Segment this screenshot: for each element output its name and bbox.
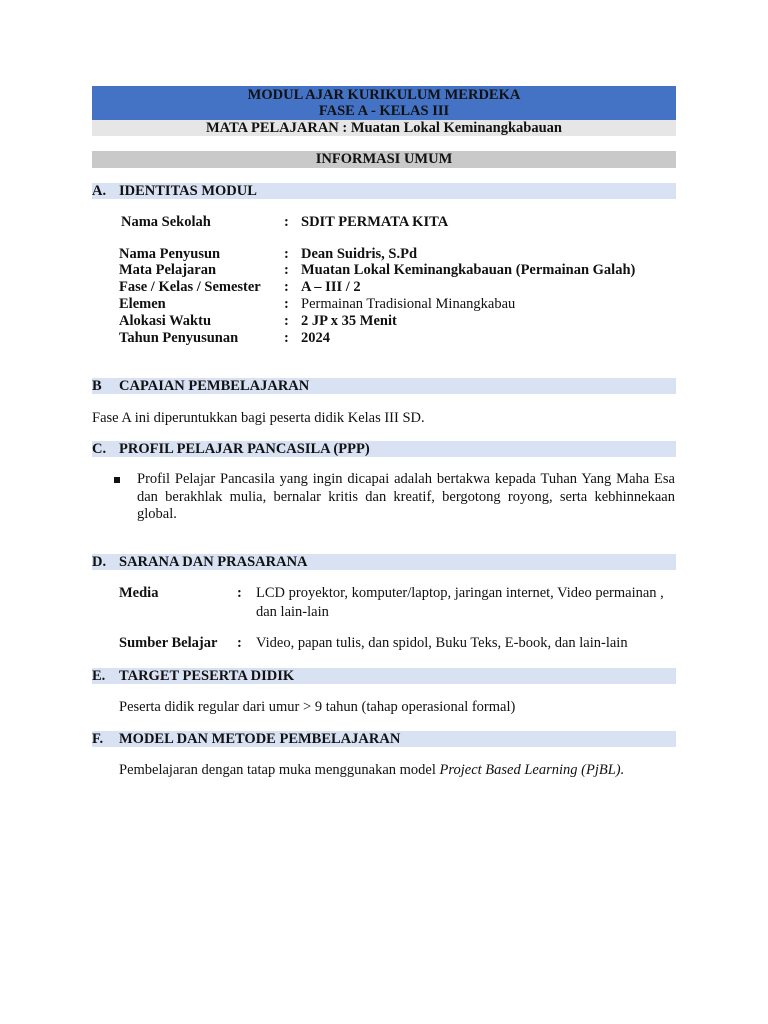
phase-label: Fase / Kelas / Semester (119, 279, 261, 295)
section-b-title: CAPAIAN PEMBELAJARAN (119, 378, 310, 394)
element-value: Permainan Tradisional Minangkabau (301, 296, 516, 312)
year-label: Tahun Penyusunan (119, 330, 239, 346)
section-d-title: SARANA DAN PRASARANA (119, 554, 308, 570)
subject-value: Muatan Lokal Keminangkabauan (Permainan Galah) (301, 262, 636, 278)
document-title-line2: FASE A - KELAS III (318, 103, 450, 119)
learning-model-text (119, 762, 624, 779)
media-label: Media (119, 585, 159, 601)
subject-colon: : (284, 262, 289, 278)
section-e-heading (92, 668, 676, 684)
identity-row-year (119, 330, 676, 347)
section-c-heading (92, 441, 676, 457)
time-colon: : (284, 313, 289, 329)
identity-row-author (119, 246, 676, 263)
info-heading: INFORMASI UMUM (92, 151, 676, 168)
author-label: Nama Penyusun (119, 246, 221, 262)
section-b-letter: B (92, 378, 102, 394)
section-e-title: TARGET PESERTA DIDIK (119, 668, 295, 684)
learning-outcome-text: Fase A ini diperuntukkan bagi peserta didik Kelas III SD. (92, 410, 425, 426)
target-student-text: Peserta didik regular dari umur > 9 tahun (tahap operasional formal) (119, 699, 516, 715)
subject-label: Mata Pelajaran (119, 262, 217, 278)
section-a-heading (92, 183, 676, 199)
identity-row-element (119, 296, 676, 313)
identity-row-school (119, 214, 676, 231)
element-colon: : (284, 296, 289, 312)
year-value: 2024 (301, 330, 330, 346)
author-value: Dean Suidris, S.Pd (301, 246, 418, 262)
subject-line: MATA PELAJARAN : Muatan Lokal Keminangkabauan (92, 120, 676, 136)
phase-value: A – III / 2 (301, 279, 361, 295)
identity-row-time (119, 313, 676, 330)
document-title-banner (92, 86, 676, 120)
element-label: Elemen (119, 296, 166, 312)
phase-colon: : (284, 279, 289, 295)
section-f-title: MODEL DAN METODE PEMBELAJARAN (119, 731, 401, 747)
square-bullet-icon (114, 477, 120, 483)
section-b-heading (92, 378, 676, 394)
ppp-bullet-text: Profil Pelajar Pancasila yang ingin dicapai adalah bertakwa kepada Tuhan Yang Maha Esa dan berakhlak mulia, bernalar kritis dan kreatif, bergotong royong, serta kebhinnekaan global. (137, 471, 675, 522)
section-d-letter: D. (92, 554, 107, 570)
year-colon: : (284, 330, 289, 346)
sumber-belajar-label: Sumber Belajar (119, 635, 218, 651)
identity-row-subject (119, 262, 676, 279)
school-value: SDIT PERMATA KITA (301, 214, 449, 230)
school-colon: : (284, 214, 289, 230)
section-e-letter: E. (92, 668, 106, 684)
author-colon: : (284, 246, 289, 262)
time-label: Alokasi Waktu (119, 313, 212, 329)
school-label: Nama Sekolah (121, 214, 211, 230)
media-colon: : (237, 585, 242, 601)
media-value: LCD proyektor, komputer/laptop, jaringan internet, Video permainan , dan lain-lain (256, 585, 664, 620)
document-title-line1: MODUL AJAR KURIKULUM MERDEKA (247, 87, 521, 103)
section-c-title: PROFIL PELAJAR PANCASILA (PPP) (119, 441, 370, 457)
sumber-belajar-value: Video, papan tulis, dan spidol, Buku Teks, E-book, dan lain-lain (256, 635, 628, 651)
identity-row-phase (119, 279, 676, 296)
sumber-belajar-colon: : (237, 635, 242, 651)
learning-model-text-plain: Pembelajaran dengan tatap muka menggunakan model (119, 762, 440, 778)
section-f-letter: F. (92, 731, 104, 747)
section-f-heading (92, 731, 676, 747)
learning-model-text-italic: Project Based Learning (PjBL). (439, 762, 625, 778)
section-c-letter: C. (92, 441, 107, 457)
section-a-letter: A. (92, 183, 107, 199)
section-a-title: IDENTITAS MODUL (119, 183, 257, 199)
section-d-heading (92, 554, 676, 570)
time-value: 2 JP x 35 Menit (301, 313, 397, 329)
